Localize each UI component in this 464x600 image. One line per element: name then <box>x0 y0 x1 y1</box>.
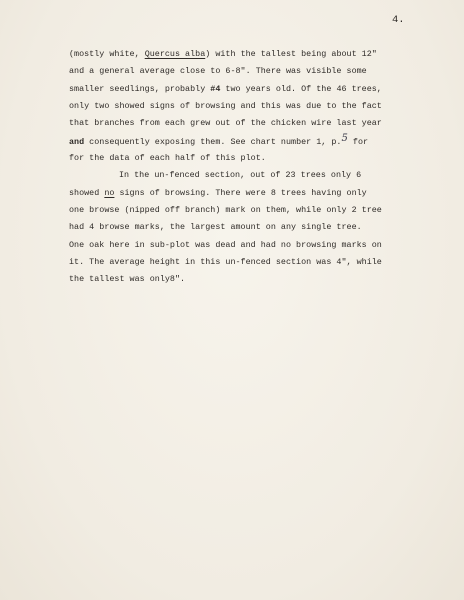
text-line-12: One oak here in sub-plot was dead and had no browsing marks on <box>69 239 382 250</box>
emphasis-no: no <box>104 187 115 198</box>
text-line-10: one browse (nipped off branch) mark on them, while only 2 tree <box>69 205 382 216</box>
text-line-9: showed no signs of browsing. There were 8 trees having only <box>69 187 367 198</box>
text-line-4: only two showed signs of browsing and this was due to the fact <box>69 101 382 112</box>
text-line-14: the tallest was only8". <box>69 274 186 285</box>
text-line-7: for the data of each half of this plot. <box>69 153 266 164</box>
text-line-3: smaller seedlings, probably #4 two years old. Of the 46 trees, <box>69 83 382 94</box>
text-line-5: that branches from each grew out of the chicken wire last year <box>69 118 382 129</box>
handwritten-page-ref: 5 <box>341 132 348 144</box>
text-line-8: In the un-fenced section, out of 23 trees only 6 <box>119 170 362 181</box>
struck-text: and <box>69 136 85 147</box>
struck-text: #4 <box>210 83 221 94</box>
page-number: 4. <box>392 14 405 26</box>
text-line-6: and consequently exposing them. See chart number 1, p.5 for <box>69 132 369 147</box>
text-line-13: it. The average height in this un-fenced section was 4", while <box>69 257 382 268</box>
text-line-11: had 4 browse marks, the largest amount on any single tree. <box>69 222 362 233</box>
text-line-2: and a general average close to 6-8". There was visible some <box>69 66 367 77</box>
body-text <box>69 46 429 289</box>
text-line-1: (mostly white, Quercus alba) with the tallest being about 12" <box>69 49 377 59</box>
species-name: Quercus alba <box>144 49 206 59</box>
